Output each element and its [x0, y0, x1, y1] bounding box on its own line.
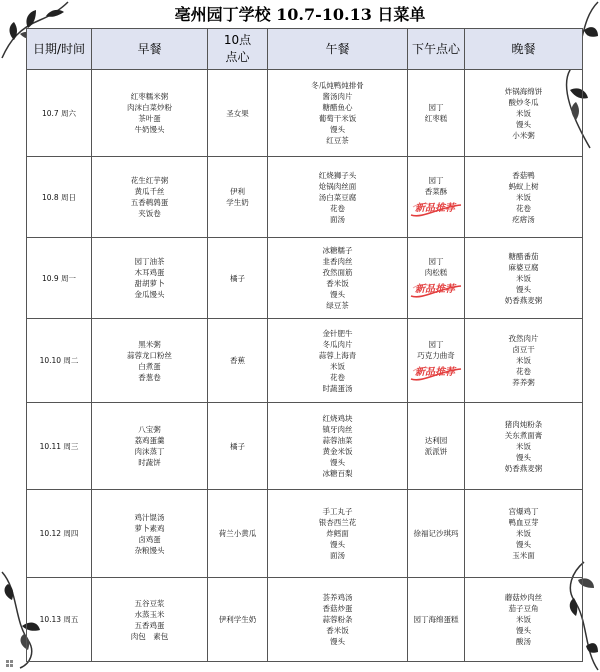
dinner-item: 米饭	[516, 108, 531, 118]
snack-pm-cell	[408, 490, 465, 578]
snack-am-cell	[208, 157, 268, 238]
lunch-item: 蒜蓉油菜	[322, 436, 353, 445]
snack-pm-item: 肉松糕	[424, 268, 448, 277]
breakfast-item: 肉沫白菜炒粉	[127, 103, 172, 112]
menu-row	[27, 403, 583, 490]
breakfast-item: 杂粮馒头	[134, 545, 165, 555]
lunch-item: 红烧狮子头	[318, 170, 357, 180]
snack-am-item: 伊利学生奶	[218, 615, 257, 624]
lunch-item: 花卷	[330, 203, 345, 213]
lunch-cell	[268, 70, 408, 157]
snack-pm-item: 园丁	[428, 257, 444, 266]
lunch-item: 酱汤肉片	[322, 92, 353, 101]
dinner-item: 花卷	[516, 367, 531, 376]
lunch-item: 蒜蓉粉条	[322, 615, 353, 624]
lunch-item: 米饭	[330, 361, 345, 371]
dinner-item: 米饭	[516, 441, 531, 451]
lunch-item: 葡萄干米饭	[318, 114, 357, 123]
breakfast-item: 蒜蓉龙口粉丝	[127, 350, 172, 360]
lunch-item: 韭香肉丝	[322, 257, 353, 266]
snack-pm-item: 园丁	[428, 176, 444, 185]
dinner-item: 酸炒冬瓜	[508, 97, 539, 107]
snack-pm-item: 香菜酥	[424, 187, 448, 196]
lunch-item: 冰糖糯子	[322, 246, 353, 255]
snack-am-item: 荷兰小黄瓜	[218, 529, 257, 538]
dinner-item: 米饭	[516, 273, 531, 283]
lunch-item: 炝锅肉丝面	[318, 181, 357, 191]
breakfast-item: 白煮蛋	[138, 361, 161, 371]
breakfast-cell	[92, 70, 208, 157]
snack-am-item: 橘子	[230, 273, 245, 283]
menu-table	[26, 28, 583, 662]
dinner-item: 米饭	[516, 529, 531, 538]
lunch-item: 馒头	[330, 458, 345, 467]
breakfast-item: 肉沫蒸丁	[134, 447, 165, 456]
breakfast-item: 牛奶馒头	[134, 125, 165, 134]
lunch-item: 孜然面筋	[322, 268, 353, 277]
breakfast-item: 五香鸡蛋	[134, 620, 165, 630]
snack-am-cell	[208, 403, 268, 490]
lunch-item: 炸鳕面	[326, 529, 349, 538]
lunch-item: 手工丸子	[322, 507, 353, 516]
lunch-item: 金针肥牛	[322, 328, 353, 338]
lunch-item: 香菇炒蛋	[322, 604, 353, 613]
dinner-item: 香菇鸭	[512, 170, 535, 180]
new-product-badge-label: 新品推荐	[415, 284, 455, 295]
header-snack-am	[208, 29, 268, 70]
dinner-item: 茄子豆角	[508, 604, 539, 613]
lunch-item: 红烧鸡块	[322, 414, 353, 423]
dinner-item: 关东煮面膏	[504, 430, 543, 440]
snack-am-cell	[208, 238, 268, 319]
breakfast-item: 荔鸡蛋羹	[134, 436, 165, 445]
breakfast-item: 茶叶蛋	[138, 114, 161, 123]
snack-am-cell	[208, 490, 268, 578]
lunch-item: 馒头	[330, 290, 345, 299]
snack-am-item: 香蕉	[230, 356, 245, 365]
lunch-cell	[268, 490, 408, 578]
dinner-item: 玉米面	[512, 551, 535, 560]
breakfast-item: 黄瓜千丝	[134, 187, 165, 196]
dinner-item: 卤豆干	[512, 345, 535, 354]
snack-am-cell	[208, 319, 268, 403]
header-lunch: 午餐	[268, 29, 408, 70]
breakfast-item: 水蒸玉米	[134, 609, 165, 619]
dinner-cell	[465, 578, 583, 662]
dinner-item: 荞养粥	[512, 378, 535, 387]
day-cell: 10.7 周六	[27, 70, 92, 157]
snack-pm-cell	[408, 319, 465, 403]
snack-am-item: 橘子	[230, 441, 245, 451]
dinner-item: 馒头	[516, 540, 531, 549]
day-cell: 10.8 周日	[27, 157, 92, 238]
dinner-item: 猪肉炖粉条	[504, 419, 543, 429]
snack-pm-cell	[408, 70, 465, 157]
menu-row	[27, 238, 583, 319]
menu-row	[27, 578, 583, 662]
breakfast-item: 木耳鸡蛋	[134, 268, 165, 277]
lunch-item: 糖醋鱼心	[322, 103, 353, 112]
dinner-item: 麻婆豆腐	[508, 262, 539, 272]
menu-row	[27, 70, 583, 157]
breakfast-item: 夹饭卷	[138, 209, 161, 218]
lunch-item: 面汤	[330, 214, 345, 224]
dinner-cell	[465, 490, 583, 578]
dinner-item: 鸭血豆芽	[508, 518, 539, 527]
header-snack-am-line1: 10点	[223, 33, 252, 47]
breakfast-item: 花生红芋粥	[130, 176, 169, 185]
snack-pm-item: 园丁	[428, 339, 444, 349]
day-cell: 10.12 周四	[27, 490, 92, 578]
dinner-item: 馒头	[516, 626, 531, 635]
lunch-item: 时蔬蛋汤	[322, 383, 353, 393]
header-date: 日期/时间	[27, 29, 92, 70]
header-row	[27, 29, 583, 70]
dinner-cell	[465, 319, 583, 403]
breakfast-item: 红枣糯米粥	[130, 92, 169, 101]
lunch-item: 花卷	[330, 372, 345, 382]
dinner-item: 小米粥	[512, 130, 535, 140]
breakfast-item: 香葱卷	[138, 372, 161, 382]
lunch-cell	[268, 157, 408, 238]
dinner-item: 酸汤	[516, 637, 531, 646]
menu-row	[27, 319, 583, 403]
lunch-item: 蒜蓉上海青	[318, 350, 357, 360]
dinner-item: 馒头	[516, 284, 531, 294]
snack-pm-item: 园丁	[428, 103, 444, 112]
new-product-badge	[409, 282, 463, 300]
lunch-item: 银杏西兰花	[318, 518, 357, 527]
lunch-item: 荟养鸡汤	[322, 593, 353, 602]
snack-am-item: 伊利	[230, 187, 245, 196]
snack-pm-item: 达利园	[424, 436, 448, 445]
snack-pm-cell	[408, 403, 465, 490]
breakfast-cell	[92, 319, 208, 403]
lunch-item: 冬瓜肉片	[322, 339, 353, 349]
dinner-item: 米饭	[516, 356, 531, 365]
snack-pm-item: 红枣糕	[424, 114, 448, 123]
breakfast-item: 肉包 素包	[130, 631, 169, 641]
lunch-item: 香米饭	[326, 279, 349, 288]
breakfast-item: 八宝粥	[138, 425, 161, 434]
breakfast-item: 园丁油茶	[134, 257, 165, 266]
dinner-item: 花卷	[516, 203, 531, 213]
dinner-item: 蚂蚁上树	[508, 181, 539, 191]
breakfast-item: 萝卜素鸡	[134, 523, 165, 533]
breakfast-cell	[92, 490, 208, 578]
snack-pm-cell	[408, 157, 465, 238]
lunch-item: 馒头	[330, 125, 345, 134]
lunch-cell	[268, 238, 408, 319]
snack-am-cell	[208, 578, 268, 662]
breakfast-cell	[92, 403, 208, 490]
lunch-item: 黄金米饭	[322, 447, 353, 456]
lunch-item: 馒头	[330, 540, 345, 549]
lunch-item: 汤白菜豆腐	[318, 192, 357, 202]
lunch-cell	[268, 403, 408, 490]
snack-pm-item: 徐福记沙琪玛	[413, 529, 459, 538]
breakfast-cell	[92, 157, 208, 238]
day-cell: 10.9 周一	[27, 238, 92, 319]
breakfast-item: 甜胡萝卜	[134, 279, 165, 288]
dinner-item: 米饭	[516, 192, 531, 202]
page-grid-icon	[6, 660, 16, 670]
dinner-item: 馒头	[516, 119, 531, 129]
snack-pm-cell	[408, 238, 465, 319]
dinner-item: 奶香燕麦粥	[504, 463, 543, 473]
dinner-cell	[465, 403, 583, 490]
menu-row	[27, 490, 583, 578]
header-snack-pm: 下午点心	[408, 29, 465, 70]
header-snack-am-line2: 点心	[225, 50, 250, 64]
lunch-item: 红豆茶	[326, 136, 349, 145]
snack-pm-item: 园丁海绵蛋糕	[413, 615, 459, 624]
dinner-item: 疙瘩汤	[512, 214, 535, 224]
dinner-item: 馒头	[516, 452, 531, 462]
new-product-badge	[409, 201, 463, 219]
lunch-item: 镇牙肉丝	[322, 425, 353, 434]
lunch-item: 冬瓜炖鸭炖排骨	[311, 81, 364, 90]
dinner-item: 炸锅海绵饼	[504, 86, 543, 96]
snack-am-item: 学生奶	[226, 198, 249, 207]
dinner-item: 奶香燕麦粥	[504, 295, 543, 305]
lunch-item: 冰糖百梨	[322, 469, 353, 478]
day-cell: 10.10 周二	[27, 319, 92, 403]
dinner-cell	[465, 70, 583, 157]
new-product-badge-label: 新品推荐	[415, 203, 455, 214]
header-breakfast: 早餐	[92, 29, 208, 70]
lunch-cell	[268, 319, 408, 403]
breakfast-cell	[92, 578, 208, 662]
snack-pm-cell	[408, 578, 465, 662]
breakfast-item: 五谷豆浆	[134, 598, 165, 608]
dinner-item: 孜然肉片	[508, 334, 539, 343]
snack-am-cell	[208, 70, 268, 157]
menu-row	[27, 157, 583, 238]
breakfast-item: 鸡汁馄汤	[134, 512, 165, 522]
header-dinner: 晚餐	[465, 29, 583, 70]
new-product-badge	[409, 365, 463, 383]
dinner-item: 米饭	[516, 615, 531, 624]
day-cell: 10.11 周三	[27, 403, 92, 490]
dinner-item: 蘑菇炒肉丝	[504, 593, 543, 602]
breakfast-cell	[92, 238, 208, 319]
dinner-cell	[465, 157, 583, 238]
breakfast-item: 金瓜馒头	[134, 290, 165, 299]
lunch-item: 绿豆茶	[326, 301, 349, 310]
snack-pm-item: 巧克力曲奇	[417, 350, 455, 360]
breakfast-item: 卤鸡蛋	[138, 534, 161, 544]
dinner-cell	[465, 238, 583, 319]
dinner-item: 宫爆鸡丁	[508, 507, 539, 516]
menu-body	[27, 70, 583, 662]
dinner-item: 糖醋番茄	[508, 251, 539, 261]
snack-am-item: 圣女果	[226, 108, 249, 118]
breakfast-item: 五香鹌鹑蛋	[130, 198, 169, 207]
lunch-item: 面汤	[330, 551, 345, 560]
day-cell: 10.13 周五	[27, 578, 92, 662]
new-product-badge-label: 新品推荐	[415, 366, 455, 378]
lunch-item: 馒头	[330, 637, 345, 646]
lunch-cell	[268, 578, 408, 662]
snack-pm-item: 派派饼	[424, 447, 448, 456]
breakfast-item: 时蔬饼	[138, 458, 161, 467]
lunch-item: 香米饭	[326, 626, 349, 635]
page-title: 亳州园丁学校 10.7-10.13 日菜单	[174, 5, 426, 24]
breakfast-item: 黑米粥	[138, 339, 161, 349]
